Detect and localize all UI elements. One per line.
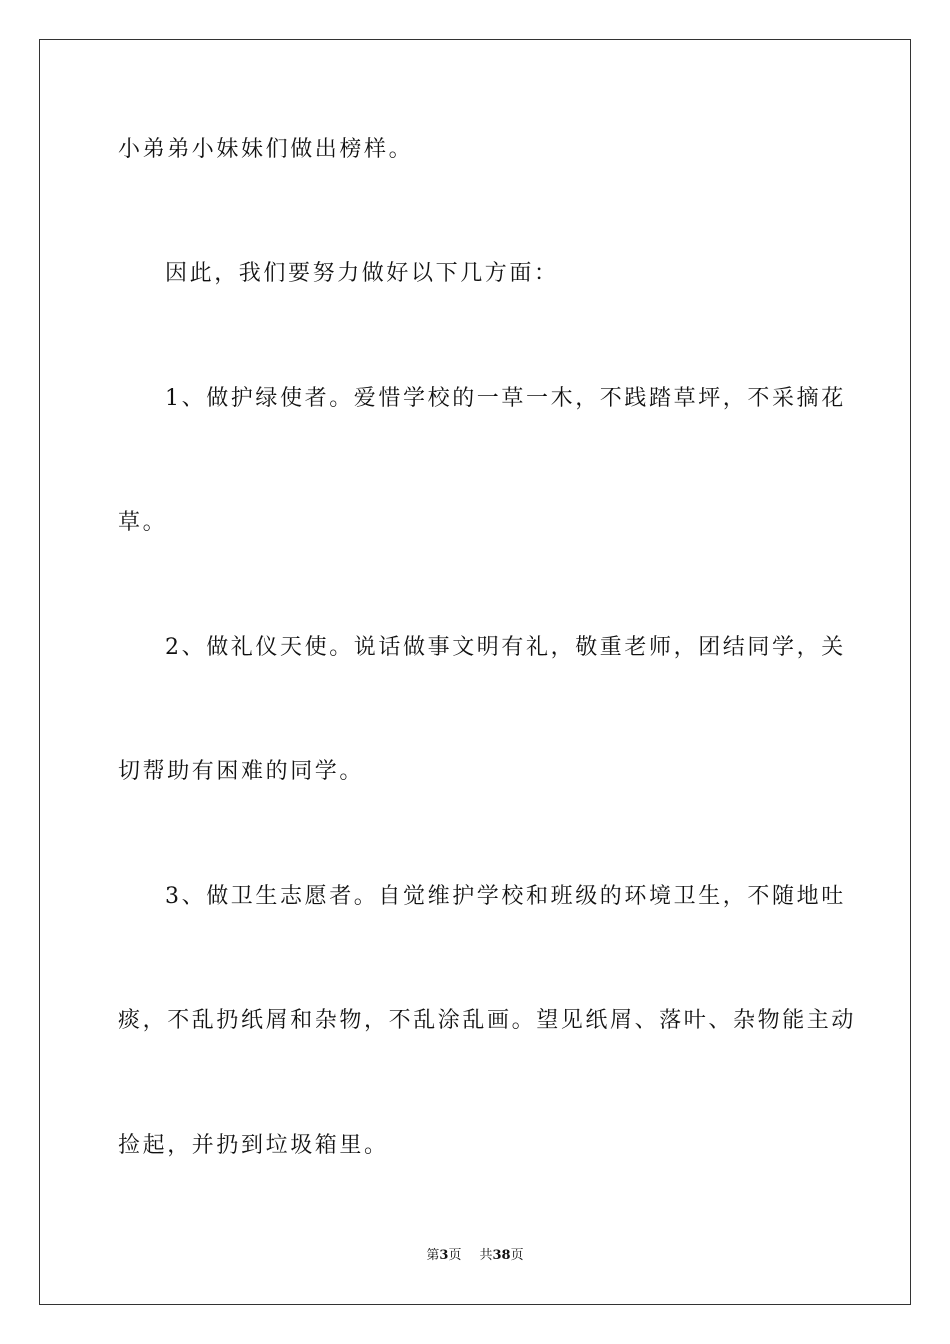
body-text-line: 切帮助有困难的同学。 xyxy=(118,759,365,784)
body-text-line: 小弟弟小妹妹们做出榜样。 xyxy=(118,137,414,162)
page-suffix: 页 xyxy=(448,1248,462,1263)
total-pages: 38 xyxy=(492,1248,511,1263)
body-paragraph-line: 1、做护绿使者。爱惜学校的一草一木，不践踏草坪，不采摘花 xyxy=(165,386,846,411)
body-text-line: 捡起，并扔到垃圾箱里。 xyxy=(118,1133,389,1158)
page-border xyxy=(39,39,911,1305)
body-paragraph-line: 3、做卫生志愿者。自觉维护学校和班级的环境卫生，不随地吐 xyxy=(165,884,846,909)
body-text-line: 痰，不乱扔纸屑和杂物，不乱涂乱画。望见纸屑、落叶、杂物能主动 xyxy=(118,1008,857,1033)
page-footer xyxy=(0,1247,950,1265)
body-text-line: 草。 xyxy=(118,510,168,535)
body-paragraph-line: 2、做礼仪天使。说话做事文明有礼，敬重老师，团结同学，关 xyxy=(165,635,846,660)
total-suffix: 页 xyxy=(510,1248,524,1263)
page-number: 3 xyxy=(439,1248,449,1263)
body-paragraph-line: 因此，我们要努力做好以下几方面： xyxy=(165,261,559,286)
total-prefix: 共 xyxy=(479,1248,493,1263)
page-prefix: 第 xyxy=(426,1248,440,1263)
